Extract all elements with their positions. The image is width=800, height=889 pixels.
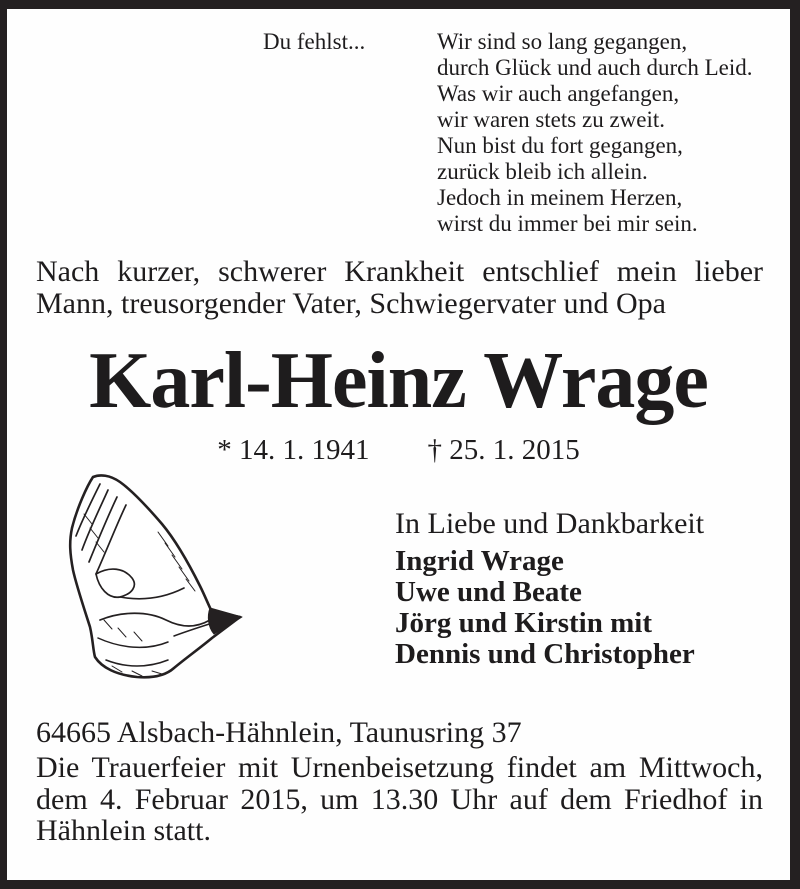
intro-line: Nach kurzer, schwerer Krankheit entschlief mein lieber [36,255,763,288]
mourner-line: Uwe und Beate [395,576,582,608]
deceased-name: Karl-Heinz Wrage [89,337,708,425]
funeral-line: Die Trauerfeier mit Urnenbeisetzung findet am Mittwoch, [36,751,763,784]
intro-line: Mann, treusorgender Vater, Schwiegervater und Opa [36,287,666,320]
poem-line: Wir sind so lang gegangen, [437,29,688,54]
poem-line: Nun bist du fort gegangen, [437,133,683,158]
address-line: 64665 Alsbach-Hähnlein, Taunusring 37 [36,716,522,749]
poem-line: Was wir auch angefangen, [437,81,680,106]
intro-text [36,256,763,320]
funeral-line: dem 4. Februar 2015, um 13.30 Uhr auf dem Friedhof in [36,782,763,816]
poem-line: Jedoch in meinem Herzen, [437,185,683,210]
funeral-announcement [36,752,763,847]
death-date: † 25. 1. 2015 [427,434,580,466]
poem-line: wirst du immer bei mir sein. [437,211,698,236]
poem-line: wir waren stets zu zweit. [437,107,666,132]
praying-hands-icon [62,470,258,696]
mourner-line: Jörg und Kirstin mit [395,607,652,639]
memorial-phrase: Du fehlst... [263,29,366,54]
mourner-line: Ingrid Wrage [395,545,564,577]
poem-line: durch Glück und auch durch Leid. [437,55,753,80]
memorial-poem [437,29,753,237]
closing-salutation: In Liebe und Dankbarkeit [395,507,705,540]
mourners-list [395,546,695,670]
birth-date: * 14. 1. 1941 [217,434,370,466]
funeral-line: Hähnlein statt. [36,814,211,847]
life-dates [7,433,790,467]
mourner-line: Dennis und Christopher [395,638,695,670]
poem-line: zurück bleib ich allein. [437,159,648,184]
